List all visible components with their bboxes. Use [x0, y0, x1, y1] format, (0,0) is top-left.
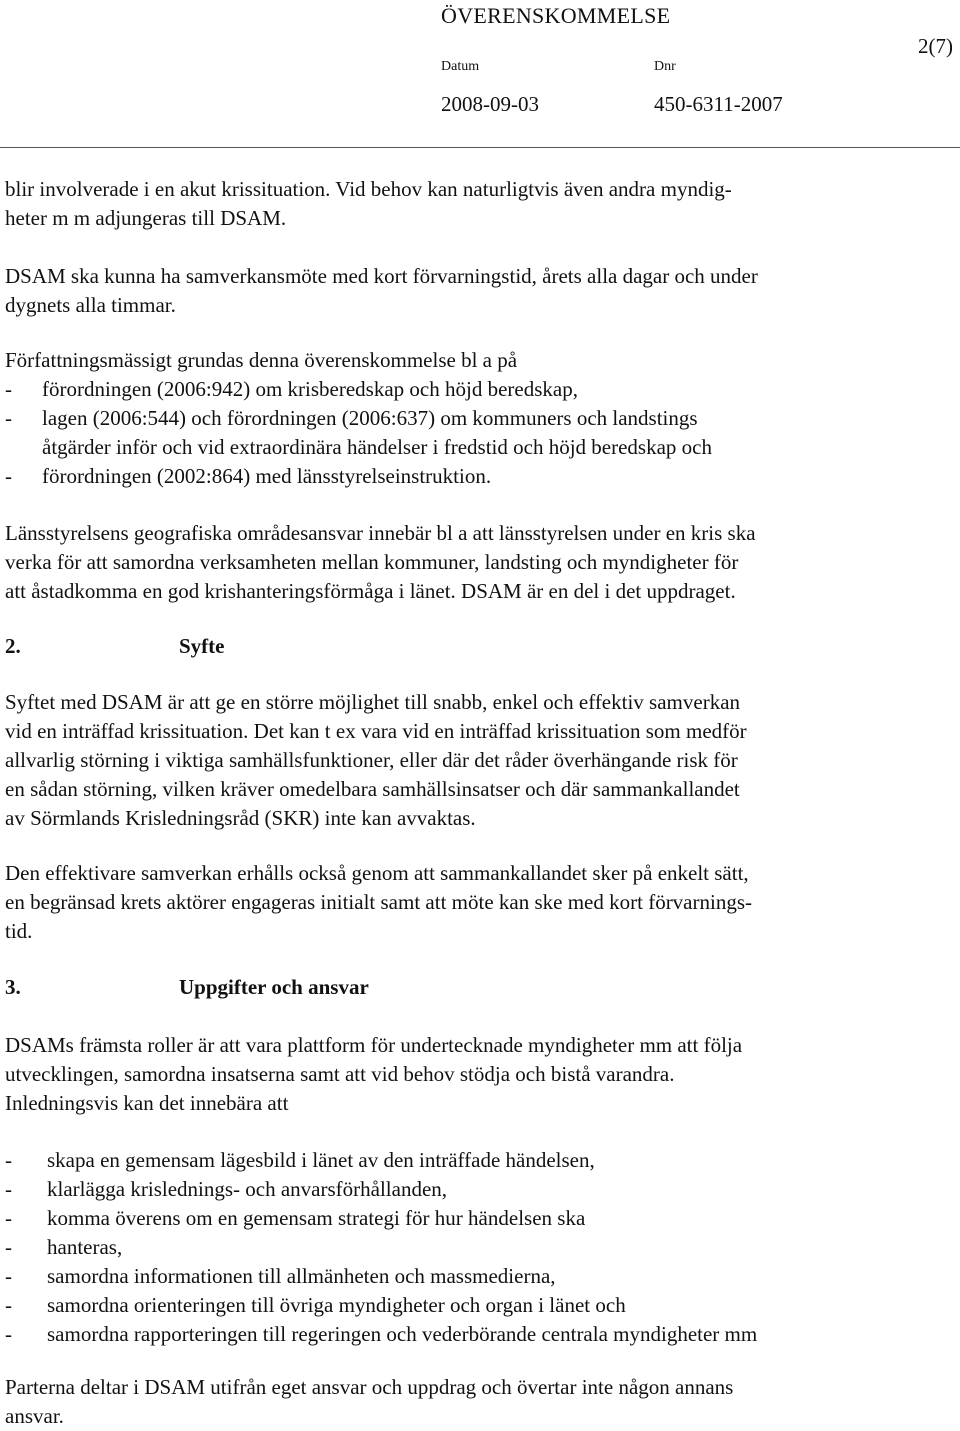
dnr-label: Dnr [654, 59, 676, 74]
section-heading-uppgifter [5, 973, 505, 1002]
page-number: 2(7) [918, 34, 953, 58]
list-item-continuation: åtgärder inför och vid extraordinära händelser i fredstid och höjd beredskap och [42, 435, 712, 459]
tasks-list [5, 1146, 955, 1349]
dnr-value: 450-6311-2007 [654, 92, 783, 116]
paragraph-8-text: Parterna deltar i DSAM utifrån eget ansvar och uppdrag och övertar inte någon annans ansvar. [5, 1375, 734, 1428]
legal-basis-list [5, 375, 955, 491]
list-item: - skapa en gemensam lägesbild i länet av den inträffade händelsen, [5, 1148, 595, 1172]
datum-value: 2008-09-03 [441, 92, 539, 116]
list-item: - lagen (2006:544) och förordningen (2006:637) om kommuners och landstings [5, 406, 698, 430]
section-number: 3. [5, 975, 21, 999]
datum-label: Datum [441, 59, 480, 74]
list-item: - komma överens om en gemensam strategi för hur händelsen ska [5, 1206, 586, 1230]
paragraph-1-text: blir involverade i en akut krissituation. Vid behov kan naturligtvis även andra myndig- heter m m adjungeras till DSAM. [5, 177, 732, 230]
list-item: - samordna orienteringen till övriga myndigheter och organ i länet och [5, 1293, 626, 1317]
paragraph-7-text: DSAMs främsta roller är att vara plattform för undertecknade myndigheter mm att följa utvecklingen, samordna insatserna samt att vid behov stödja och bistå varandra. Inledningsvis kan det innebära att [5, 1033, 743, 1115]
section-heading-syfte [5, 632, 405, 661]
header-divider [0, 147, 960, 148]
list-item: - klarlägga krislednings- och anvarsförhållanden, [5, 1177, 448, 1201]
paragraph-6-text: Den effektivare samverkan erhålls också genom att sammankallandet sker på enkelt sätt, en begränsad krets aktörer engageras initialt samt att möte kan ske med kort förvarnings- tid. [5, 861, 752, 943]
list-item: - hanteras, [5, 1235, 123, 1259]
section-title: Uppgifter och ansvar [179, 975, 369, 999]
paragraph-3-intro: Författningsmässigt grundas denna överenskommelse bl a på [5, 348, 518, 372]
paragraph-2-text: DSAM ska kunna ha samverkansmöte med kort förvarningstid, årets alla dagar och under dygnets alla timmar. [5, 264, 758, 317]
list-item: - samordna rapporteringen till regeringen och vederbörande centrala myndigheter mm [5, 1322, 758, 1346]
paragraph-7 [5, 1031, 955, 1118]
paragraph-4-text: Länsstyrelsens geografiska områdesansvar innebär bl a att länsstyrelsen under en kris ska verka för att samordna verksamheten mellan kommuner, landsting och myndigheter för att åstadkomma en god krishanteringsförmåga i länet. DSAM är en del i det uppdraget. [5, 521, 756, 603]
section-title: Syfte [179, 634, 225, 658]
document-title: ÖVERENSKOMMELSE [441, 3, 671, 28]
paragraph-4 [5, 519, 955, 606]
paragraph-5 [5, 688, 955, 833]
paragraph-2 [5, 262, 955, 320]
list-item: - förordningen (2006:942) om krisberedskap och höjd beredskap, [5, 377, 578, 401]
paragraph-1 [5, 175, 955, 233]
list-item: - förordningen (2002:864) med länsstyrelseinstruktion. [5, 464, 492, 488]
paragraph-8 [5, 1373, 955, 1431]
paragraph-6 [5, 859, 955, 946]
section-number: 2. [5, 634, 21, 658]
paragraph-5-text: Syftet med DSAM är att ge en större möjlighet till snabb, enkel och effektiv samverkan vid en inträffad krissituation. Det kan t ex vara vid en inträffad krissituation som medför allvarlig störning i viktiga samhällsfunktioner, eller där det råder överhängande risk för en sådan störning, vilken kräver omedelbara samhällsinsatser och där sammankallandet av Sörmlands Krisledningsråd (SKR) inte kan avvaktas. [5, 690, 747, 830]
list-item: - samordna informationen till allmänheten och massmedierna, [5, 1264, 556, 1288]
